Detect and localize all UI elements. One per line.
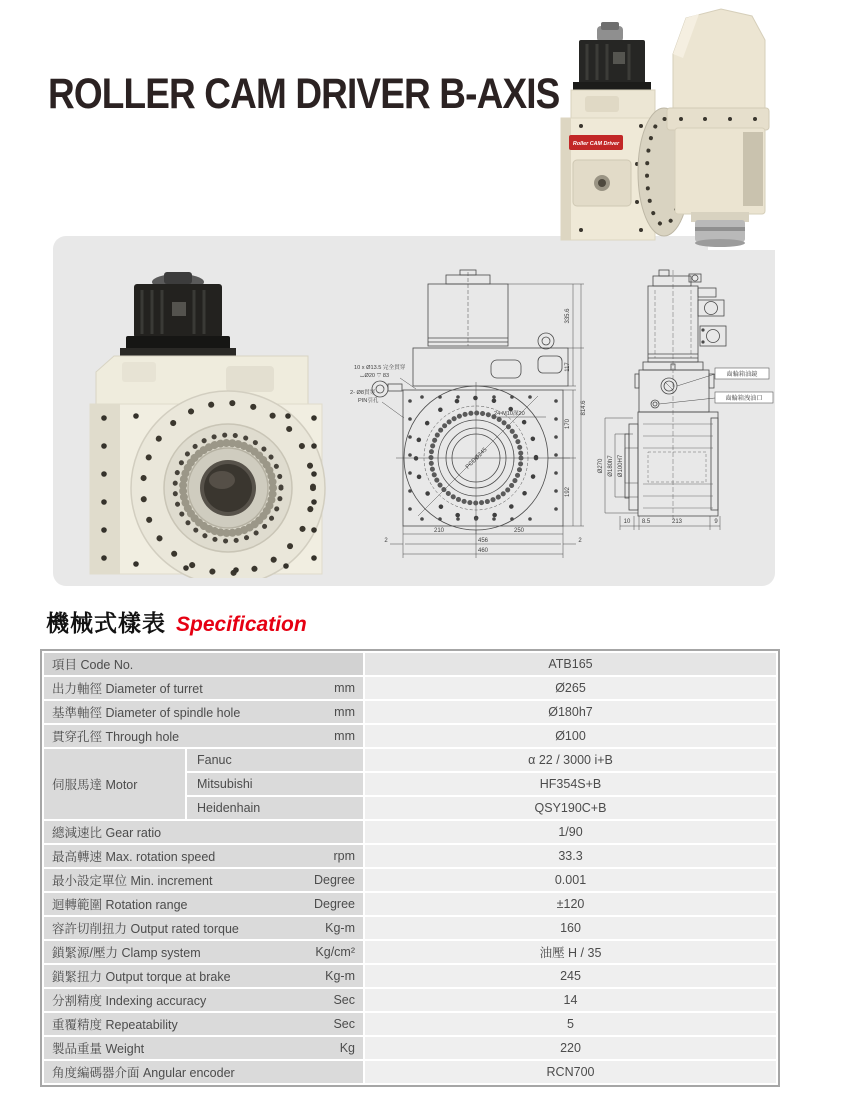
- dim-213: 213: [671, 519, 683, 525]
- spec-unit: mm: [334, 681, 355, 695]
- spec-row: [44, 965, 776, 987]
- pcd-label: PCDØ245: [464, 446, 489, 471]
- spec-row: [44, 821, 776, 843]
- callout-oil-drain: 齒輪箱洩油口: [725, 395, 763, 402]
- front-geometry: [372, 270, 570, 534]
- spec-row: [44, 845, 776, 867]
- page-title: ROLLER CAM DRIVER B-AXIS: [48, 70, 560, 118]
- spec-row: [44, 941, 776, 963]
- dim-335-6: 335.6: [565, 308, 571, 324]
- spec-value: 1/90: [365, 821, 776, 843]
- spec-value: 油壓 H / 35: [365, 941, 776, 963]
- motor-brand: Fanuc: [187, 749, 363, 771]
- side-dim-labels: [598, 454, 718, 525]
- dim-9: 9: [714, 519, 718, 525]
- spec-row: [44, 677, 776, 699]
- product-photo-panel: [76, 266, 341, 578]
- side-view-drawing: [593, 268, 775, 568]
- callout-tap: 24-M10深20: [494, 411, 525, 417]
- spec-label: 製品重量 Weight: [52, 1042, 145, 1056]
- spec-value: HF354S+B: [365, 773, 776, 795]
- spec-label: 貫穿孔徑 Through hole: [52, 730, 180, 744]
- spec-value: 160: [365, 917, 776, 939]
- motor-brand: Heidenhain: [187, 797, 363, 819]
- dim-2-left: 2: [384, 538, 388, 544]
- callout-bolt-2: ⌴Ø20 ▽ 83: [360, 373, 390, 379]
- photo-motor: [573, 22, 651, 92]
- dim-117: 117: [565, 362, 571, 372]
- spec-value: Ø265: [365, 677, 776, 699]
- spec-unit: Kg-m: [325, 921, 355, 935]
- spec-label: 基準軸徑 Diameter of spindle hole: [52, 706, 241, 720]
- spec-value: 0.001: [365, 869, 776, 891]
- spec-value: QSY190C+B: [365, 797, 776, 819]
- spec-row: [44, 1013, 776, 1035]
- dim-456: 456: [477, 538, 489, 544]
- spec-value: 14: [365, 989, 776, 1011]
- photo-spindle-head: [667, 9, 769, 247]
- dim-d100h7: Ø100H7: [618, 454, 624, 478]
- dim-2-right: 2: [578, 538, 582, 544]
- side-callouts: [659, 368, 773, 404]
- spec-unit: Degree: [314, 873, 355, 887]
- dim-192: 192: [565, 486, 571, 498]
- spec-value: α 22 / 3000 i+B: [365, 749, 776, 771]
- dim-250: 250: [513, 528, 525, 534]
- spec-label: 角度編碼器介面 Angular encoder: [52, 1066, 235, 1080]
- dim-8-5: 8.5: [641, 519, 651, 525]
- spec-label: 最小設定單位 Min. increment: [52, 874, 213, 888]
- spec-label: 迴轉範圍 Rotation range: [52, 898, 188, 912]
- spec-row: [44, 869, 776, 891]
- spec-unit: mm: [334, 729, 355, 743]
- spec-unit: Kg-m: [325, 969, 355, 983]
- front-dim-labels: [350, 308, 587, 554]
- spec-label: 重覆精度 Repeatability: [52, 1018, 178, 1032]
- spec-unit: Kg: [339, 1041, 355, 1055]
- spec-label: 鎖緊源/壓力 Clamp system: [52, 946, 201, 960]
- section-heading-en: Specification: [176, 613, 307, 636]
- callout-bolt-1: 10 x Ø13.5 完全貫穿: [354, 365, 406, 371]
- spec-unit: Sec: [333, 993, 355, 1007]
- spec-table-wrap: [40, 649, 780, 1087]
- spec-row: [44, 989, 776, 1011]
- spec-unit: Sec: [333, 1017, 355, 1031]
- spec-row: [44, 725, 776, 747]
- spec-table: [42, 651, 778, 1085]
- section-heading-zh: 機械式樣表: [46, 610, 166, 636]
- spec-label: 總減速比 Gear ratio: [52, 826, 162, 840]
- panel-photo-flange: [131, 391, 325, 578]
- panel-photo-motor: [120, 272, 236, 356]
- spec-value: ±120: [365, 893, 776, 915]
- dim-170: 170: [565, 418, 571, 430]
- callout-oil-gauge: 齒輪箱油鏡: [726, 371, 758, 378]
- dim-d180h7: Ø180h7: [608, 455, 614, 477]
- front-view-drawing: [348, 268, 588, 562]
- spec-row: [44, 701, 776, 723]
- spec-value: 245: [365, 965, 776, 987]
- brand-label-text: Roller CAM Driver: [572, 141, 620, 147]
- spec-row: [44, 1037, 776, 1059]
- side-geometry: [625, 270, 726, 520]
- spec-label: 鎖緊扭力 Output torque at brake: [52, 970, 231, 984]
- product-photo-main: [545, 4, 850, 250]
- spec-value: Ø100: [365, 725, 776, 747]
- spec-label: 最高轉速 Max. rotation speed: [52, 850, 216, 864]
- spec-header-model: ATB165: [365, 653, 776, 675]
- spec-header-item: 項目 Code No.: [44, 653, 363, 675]
- spec-unit: Degree: [314, 897, 355, 911]
- callout-pin-1: 2- Ø8貫穿: [350, 390, 376, 396]
- spec-label: 容許切削扭力 Output rated torque: [52, 922, 239, 936]
- motor-brand: Mitsubishi: [187, 773, 363, 795]
- spec-row: [44, 1061, 776, 1083]
- spec-unit: mm: [334, 705, 355, 719]
- spec-label: 出力軸徑 Diameter of turret: [52, 682, 203, 696]
- spec-value: 5: [365, 1013, 776, 1035]
- spec-unit: rpm: [333, 849, 355, 863]
- spec-row: [44, 917, 776, 939]
- section-heading: [46, 605, 307, 638]
- spec-value: 33.3: [365, 845, 776, 867]
- spec-value: RCN700: [365, 1061, 776, 1083]
- dim-10: 10: [623, 519, 631, 525]
- dim-814-6: 814.6: [581, 400, 587, 416]
- callout-pin-2: PIN引孔: [358, 398, 379, 404]
- dim-210: 210: [433, 528, 445, 534]
- dim-460: 460: [477, 548, 489, 554]
- spec-header-row: [44, 653, 776, 675]
- spec-row: [44, 893, 776, 915]
- motor-group-label: 伺服馬達 Motor: [44, 749, 185, 819]
- spec-value: 220: [365, 1037, 776, 1059]
- dim-d270: Ø270: [598, 458, 604, 474]
- spec-label: 分割精度 Indexing accuracy: [52, 994, 207, 1008]
- spec-value: Ø180h7: [365, 701, 776, 723]
- spec-unit: Kg/cm²: [315, 945, 355, 959]
- spec-row-motor: [44, 749, 776, 771]
